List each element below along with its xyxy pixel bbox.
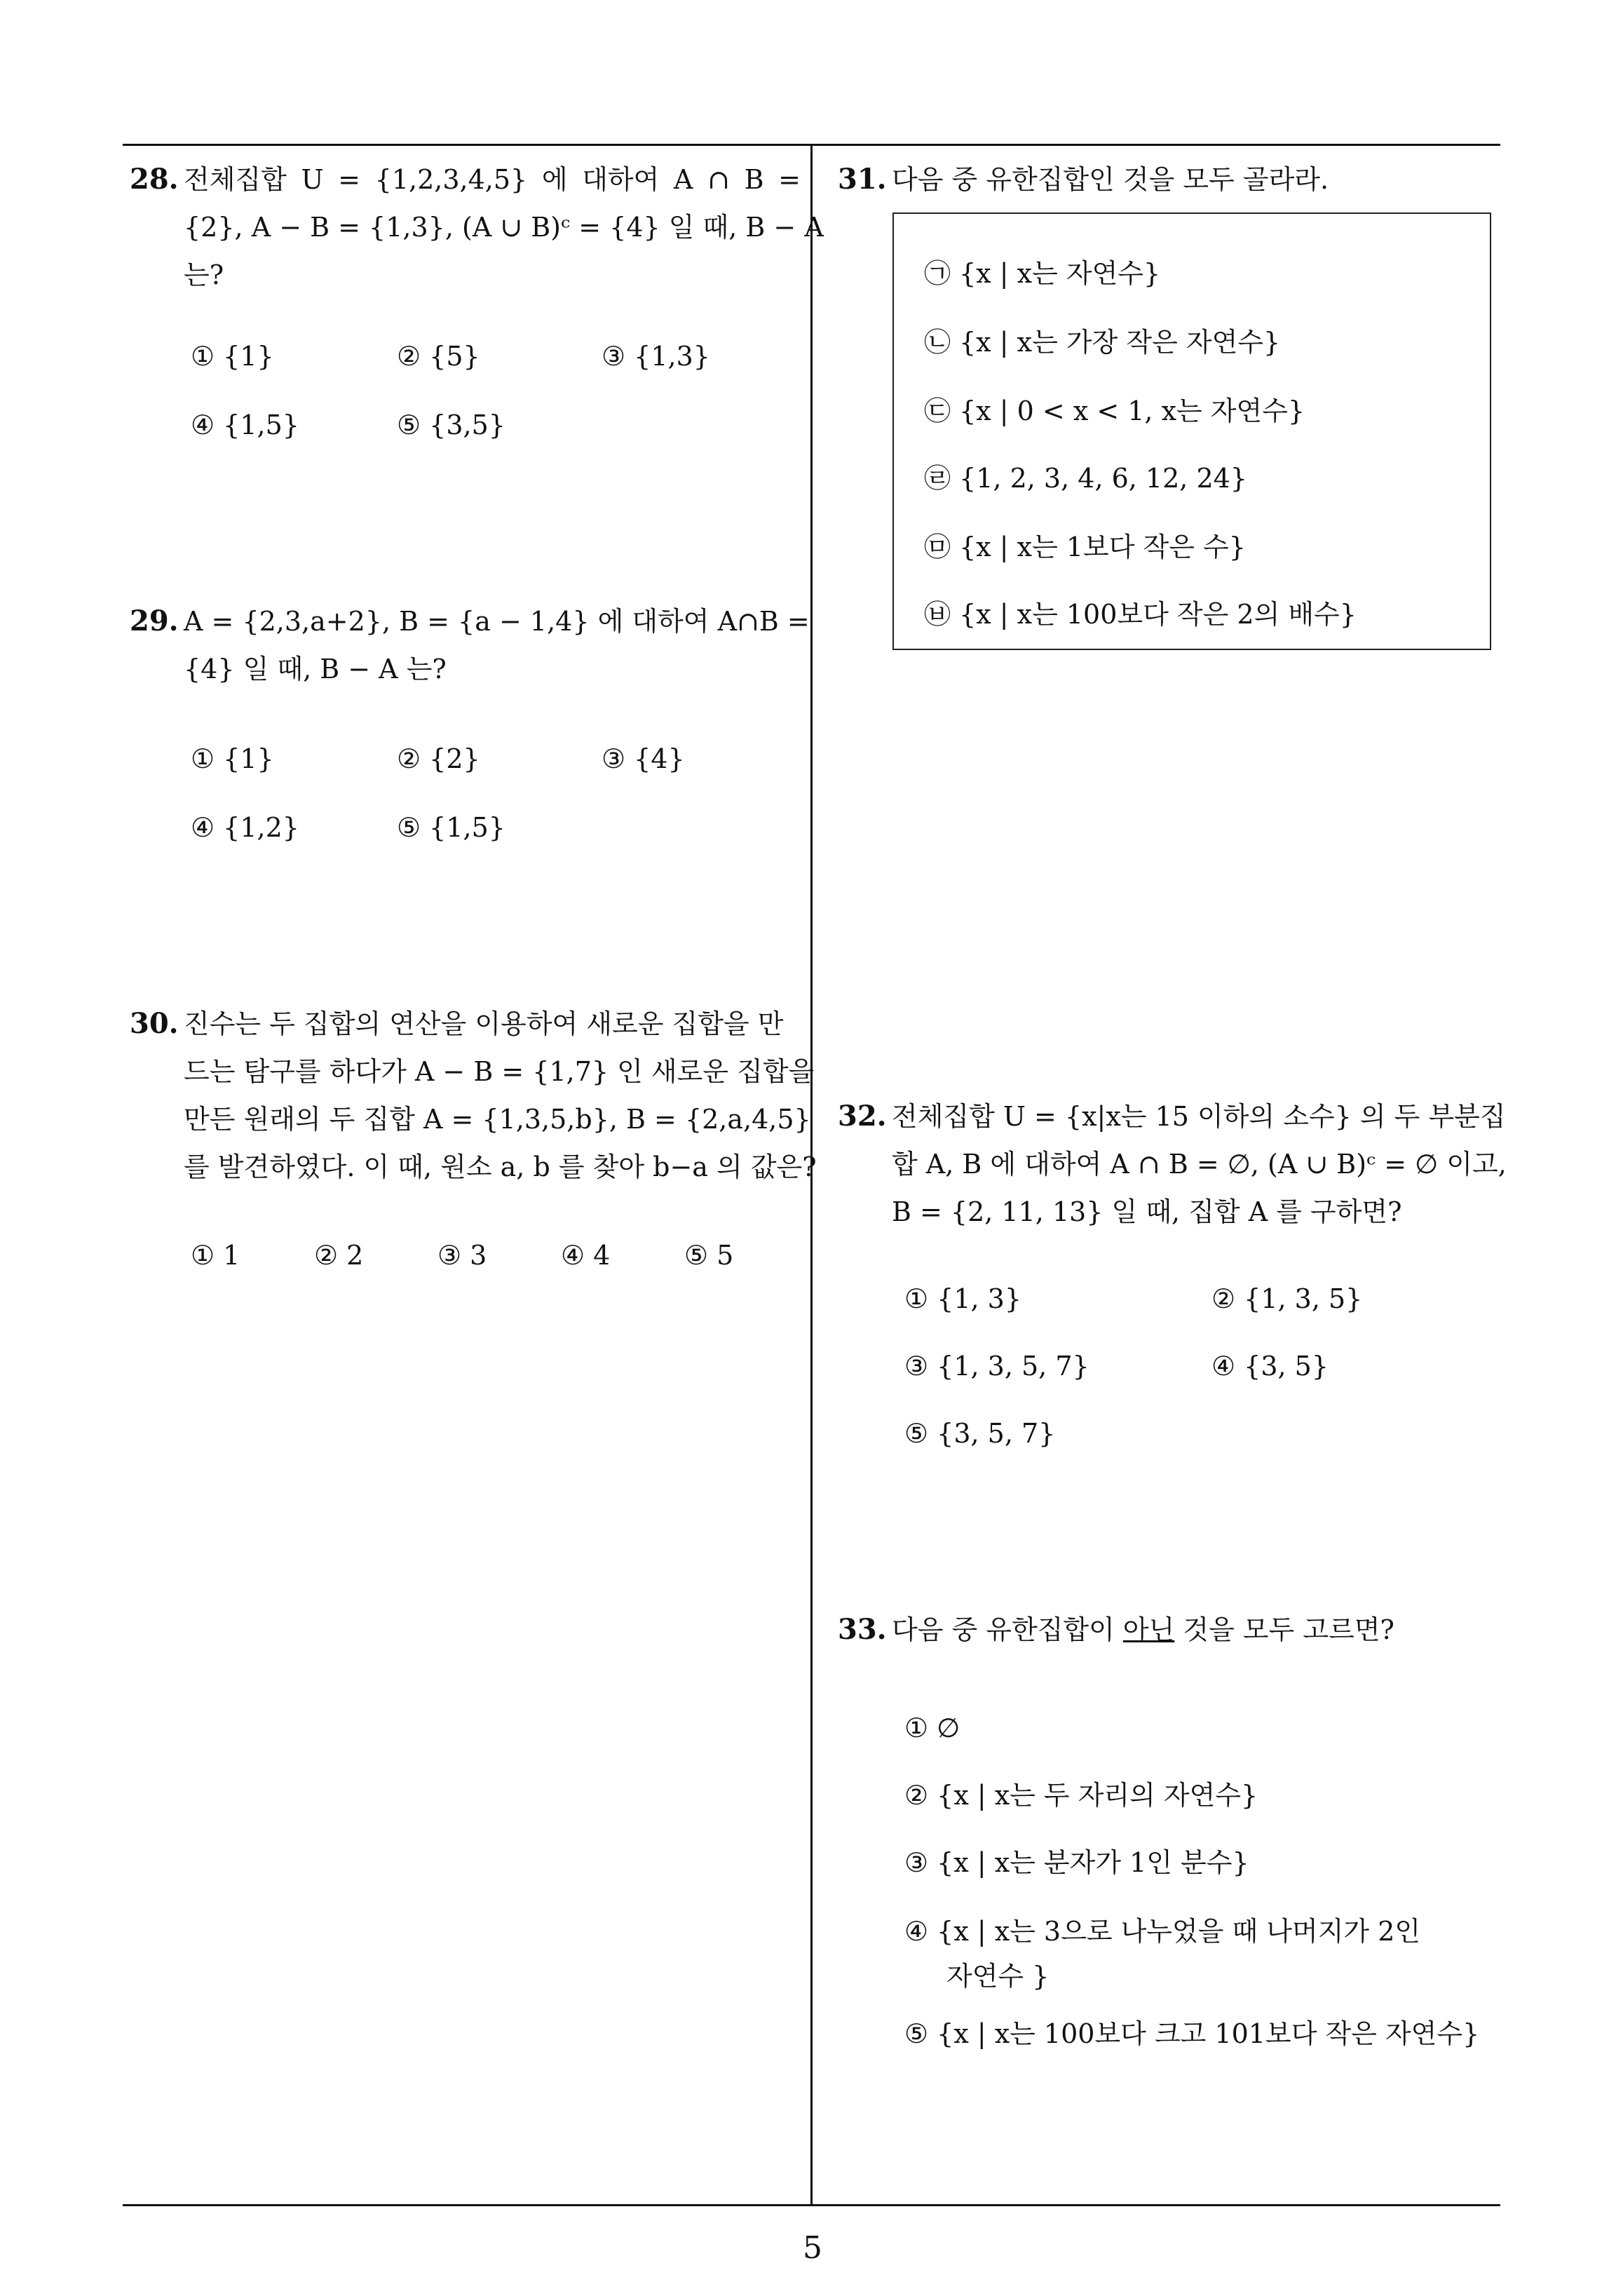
choice-item-6[interactable]: ㉥ {x | x는 100보다 작은 2의 배수} [924,599,1357,630]
answer-option-3[interactable]: ③ {x | x는 분자가 1인 분수} [904,1847,1249,1878]
question-text-line: 드는 탐구를 하다가 A − B = {1,7} 인 새로운 집합을 [184,1056,815,1087]
answer-option-3[interactable]: ③ {4} [602,743,685,774]
answer-option-4[interactable]: ④ {1,2} [191,812,299,843]
answer-option-3[interactable]: ③ 3 [437,1240,487,1271]
question-text-line: 전체집합 U = {1,2,3,4,5} 에 대하여 A ∩ B = [184,164,801,195]
answer-option-1[interactable]: ① {1} [191,341,274,372]
answer-option-2[interactable]: ② {5} [397,341,480,372]
question-number: 30. [130,1007,179,1040]
question-number: 31. [838,163,887,196]
answer-option-5[interactable]: ⑤ {1,5} [397,812,505,843]
answer-option-4[interactable]: ④ {x | x는 3으로 나누었을 때 나머지가 2인 [904,1916,1421,1947]
question-text-line: 전체집합 U = {x|x는 15 이하의 소수} 의 두 부분집 [892,1101,1506,1132]
choice-item-4[interactable]: ㉣ {1, 2, 3, 4, 6, 12, 24} [924,463,1247,494]
answer-option-4[interactable]: ④ 4 [561,1240,611,1271]
question-text-line: 는? [184,259,224,290]
answer-option-1[interactable]: ① ∅ [904,1713,960,1743]
answer-option-2[interactable]: ② {1, 3, 5} [1211,1283,1363,1314]
question-text-line: 만든 원래의 두 집합 A = {1,3,5,b}, B = {2,a,4,5} [184,1104,811,1135]
answer-option-5[interactable]: ⑤ {3,5} [397,410,505,440]
question-text-line: {2}, A − B = {1,3}, (A ∪ B)ᶜ = {4} 일 때, B − A [184,212,824,243]
question-text-line: {4} 일 때, B − A 는? [184,654,447,684]
answer-option-5[interactable]: ⑤ {x | x는 100보다 크고 101보다 작은 자연수} [904,2018,1480,2049]
answer-option-3[interactable]: ③ {1,3} [602,341,710,372]
answer-option-2[interactable]: ② 2 [314,1240,364,1271]
question-text-line: 를 발견하였다. 이 때, 원소 a, b 를 찾아 b−a 의 값은? [184,1152,817,1182]
question-text-line: 진수는 두 집합의 연산을 이용하여 새로운 집합을 만 [184,1008,784,1039]
answer-option-4[interactable]: ④ {3, 5} [1211,1351,1329,1382]
bottom-rule [123,2204,1500,2206]
answer-option-3[interactable]: ③ {1, 3, 5, 7} [904,1351,1089,1382]
choice-item-2[interactable]: ㉡ {x | x는 가장 작은 자연수} [924,327,1281,358]
choice-item-5[interactable]: ㉤ {x | x는 1보다 작은 수} [924,532,1246,562]
question-text-line: B = {2, 11, 13} 일 때, 집합 A 를 구하면? [892,1196,1402,1227]
answer-option-5[interactable]: ⑤ 5 [684,1240,734,1271]
answer-option-5[interactable]: ⑤ {3, 5, 7} [904,1418,1056,1449]
answer-option-2[interactable]: ② {x | x는 두 자리의 자연수} [904,1780,1258,1811]
answer-option-4[interactable]: ④ {1,5} [191,410,299,440]
question-number: 28. [130,163,179,196]
stem-after: 것을 모두 고르면? [1174,1614,1394,1645]
page-number: 5 [803,2230,822,2266]
question-stem: 다음 중 유한집합인 것을 모두 골라라. [892,164,1329,195]
answer-option-1[interactable]: ① 1 [191,1240,240,1271]
question-number: 33. [838,1613,887,1646]
choice-item-1[interactable]: ㉠ {x | x는 자연수} [924,258,1161,289]
answer-option-2[interactable]: ② {2} [397,743,480,774]
stem-underlined: 아닌 [1122,1614,1175,1645]
stem-before: 다음 중 유한집합이 [892,1614,1123,1645]
question-number: 29. [130,605,179,637]
question-text-line: A = {2,3,a+2}, B = {a − 1,4} 에 대하여 A∩B = [184,606,810,637]
question-stem [892,1613,1394,1647]
answer-option-1[interactable]: ① {1, 3} [904,1283,1022,1314]
answer-option-4-continuation: 자연수 } [946,1961,1050,1992]
question-text-line: 합 A, B 에 대하여 A ∩ B = ∅, (A ∪ B)ᶜ = ∅ 이고, [892,1149,1507,1180]
answer-option-1[interactable]: ① {1} [191,743,274,774]
choice-item-3[interactable]: ㉢ {x | 0 < x < 1, x는 자연수} [924,396,1305,426]
question-number: 32. [838,1100,887,1133]
